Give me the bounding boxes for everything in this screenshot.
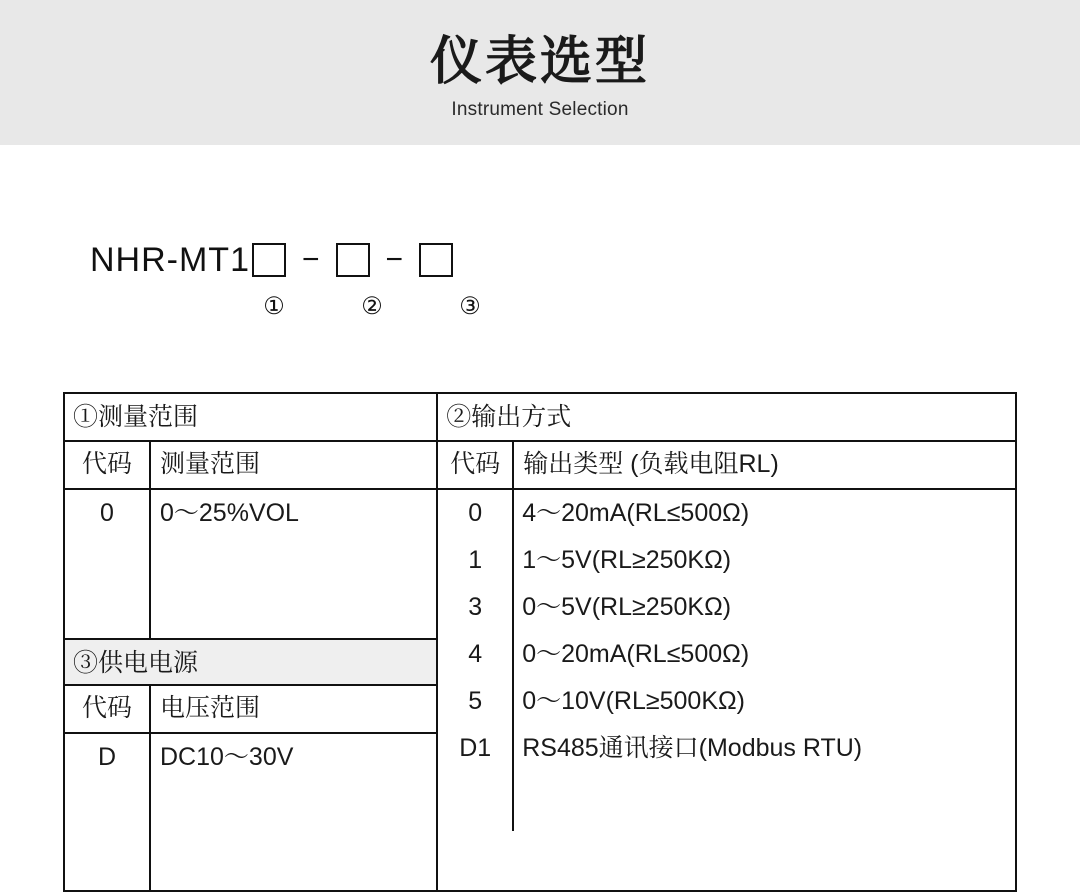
left-column [65, 394, 438, 890]
output-mode-desc-pad [514, 772, 1015, 831]
code-box-1 [252, 243, 286, 277]
output-mode-body [438, 490, 1015, 831]
output-mode-desc-4: 0～10V(RL≥500KΩ) [522, 687, 746, 715]
right-column [438, 394, 1015, 890]
code-box-3 [419, 243, 453, 277]
measuring-range-desc-0: 0～25%VOL [160, 499, 299, 527]
power-supply-header-row [65, 686, 436, 734]
output-mode-header-row [438, 442, 1015, 490]
output-mode-desc-5: RS485通讯接口(Modbus RTU) [522, 734, 863, 762]
code-box-2 [336, 243, 370, 277]
marker-3: ③ [459, 292, 481, 320]
measuring-range-body [65, 490, 436, 638]
measuring-range-col-desc: 测量范围 [160, 450, 261, 478]
marker-2: ② [361, 292, 383, 320]
model-marker-row [90, 289, 590, 323]
page-banner [0, 0, 1080, 145]
marker-1: ① [263, 292, 285, 320]
model-code-row [90, 235, 590, 285]
model-dash-2: − [385, 243, 404, 276]
measuring-range-col-code: 代码 [65, 442, 151, 488]
output-mode-code-2: 3 [468, 593, 483, 621]
output-mode-code-list [438, 490, 514, 831]
measuring-range-header-row [65, 442, 436, 490]
page-subtitle: Instrument Selection [451, 99, 629, 121]
output-mode-code-5: D1 [459, 734, 492, 762]
output-mode-heading: ②输出方式 [438, 394, 1015, 442]
model-prefix: NHR-MT1 [90, 240, 250, 279]
output-mode-code-4: 5 [468, 687, 483, 715]
power-supply-code-0: D [65, 734, 151, 890]
power-supply-col-desc: 电压范围 [160, 694, 261, 722]
selection-table [63, 392, 1017, 892]
model-dash-1: − [301, 243, 320, 276]
power-supply-desc-0: DC10～30V [160, 743, 294, 771]
output-mode-col-code: 代码 [438, 442, 514, 488]
page-title: 仪表选型 [429, 32, 650, 91]
measuring-range-code-0: 0 [65, 490, 151, 638]
output-mode-col-desc: 输出类型 (负载电阻RL) [523, 450, 779, 478]
output-mode-desc-1: 1～5V(RL≥250KΩ) [522, 546, 732, 574]
output-mode-desc-list [514, 490, 1015, 831]
output-mode-code-1: 1 [468, 546, 483, 574]
output-mode-code-3: 4 [468, 640, 483, 668]
output-mode-code-pad [438, 772, 512, 831]
output-mode-desc-2: 0～5V(RL≥250KΩ) [522, 593, 732, 621]
power-supply-heading: ③供电电源 [65, 638, 436, 686]
model-code-diagram [90, 235, 590, 323]
output-mode-code-0: 0 [468, 499, 483, 527]
output-mode-desc-3: 0～20mA(RL≤500Ω) [522, 640, 750, 668]
measuring-range-heading: ①测量范围 [65, 394, 436, 442]
power-supply-col-code: 代码 [65, 686, 151, 732]
output-mode-desc-0: 4～20mA(RL≤500Ω) [522, 499, 750, 527]
power-supply-body [65, 734, 436, 890]
